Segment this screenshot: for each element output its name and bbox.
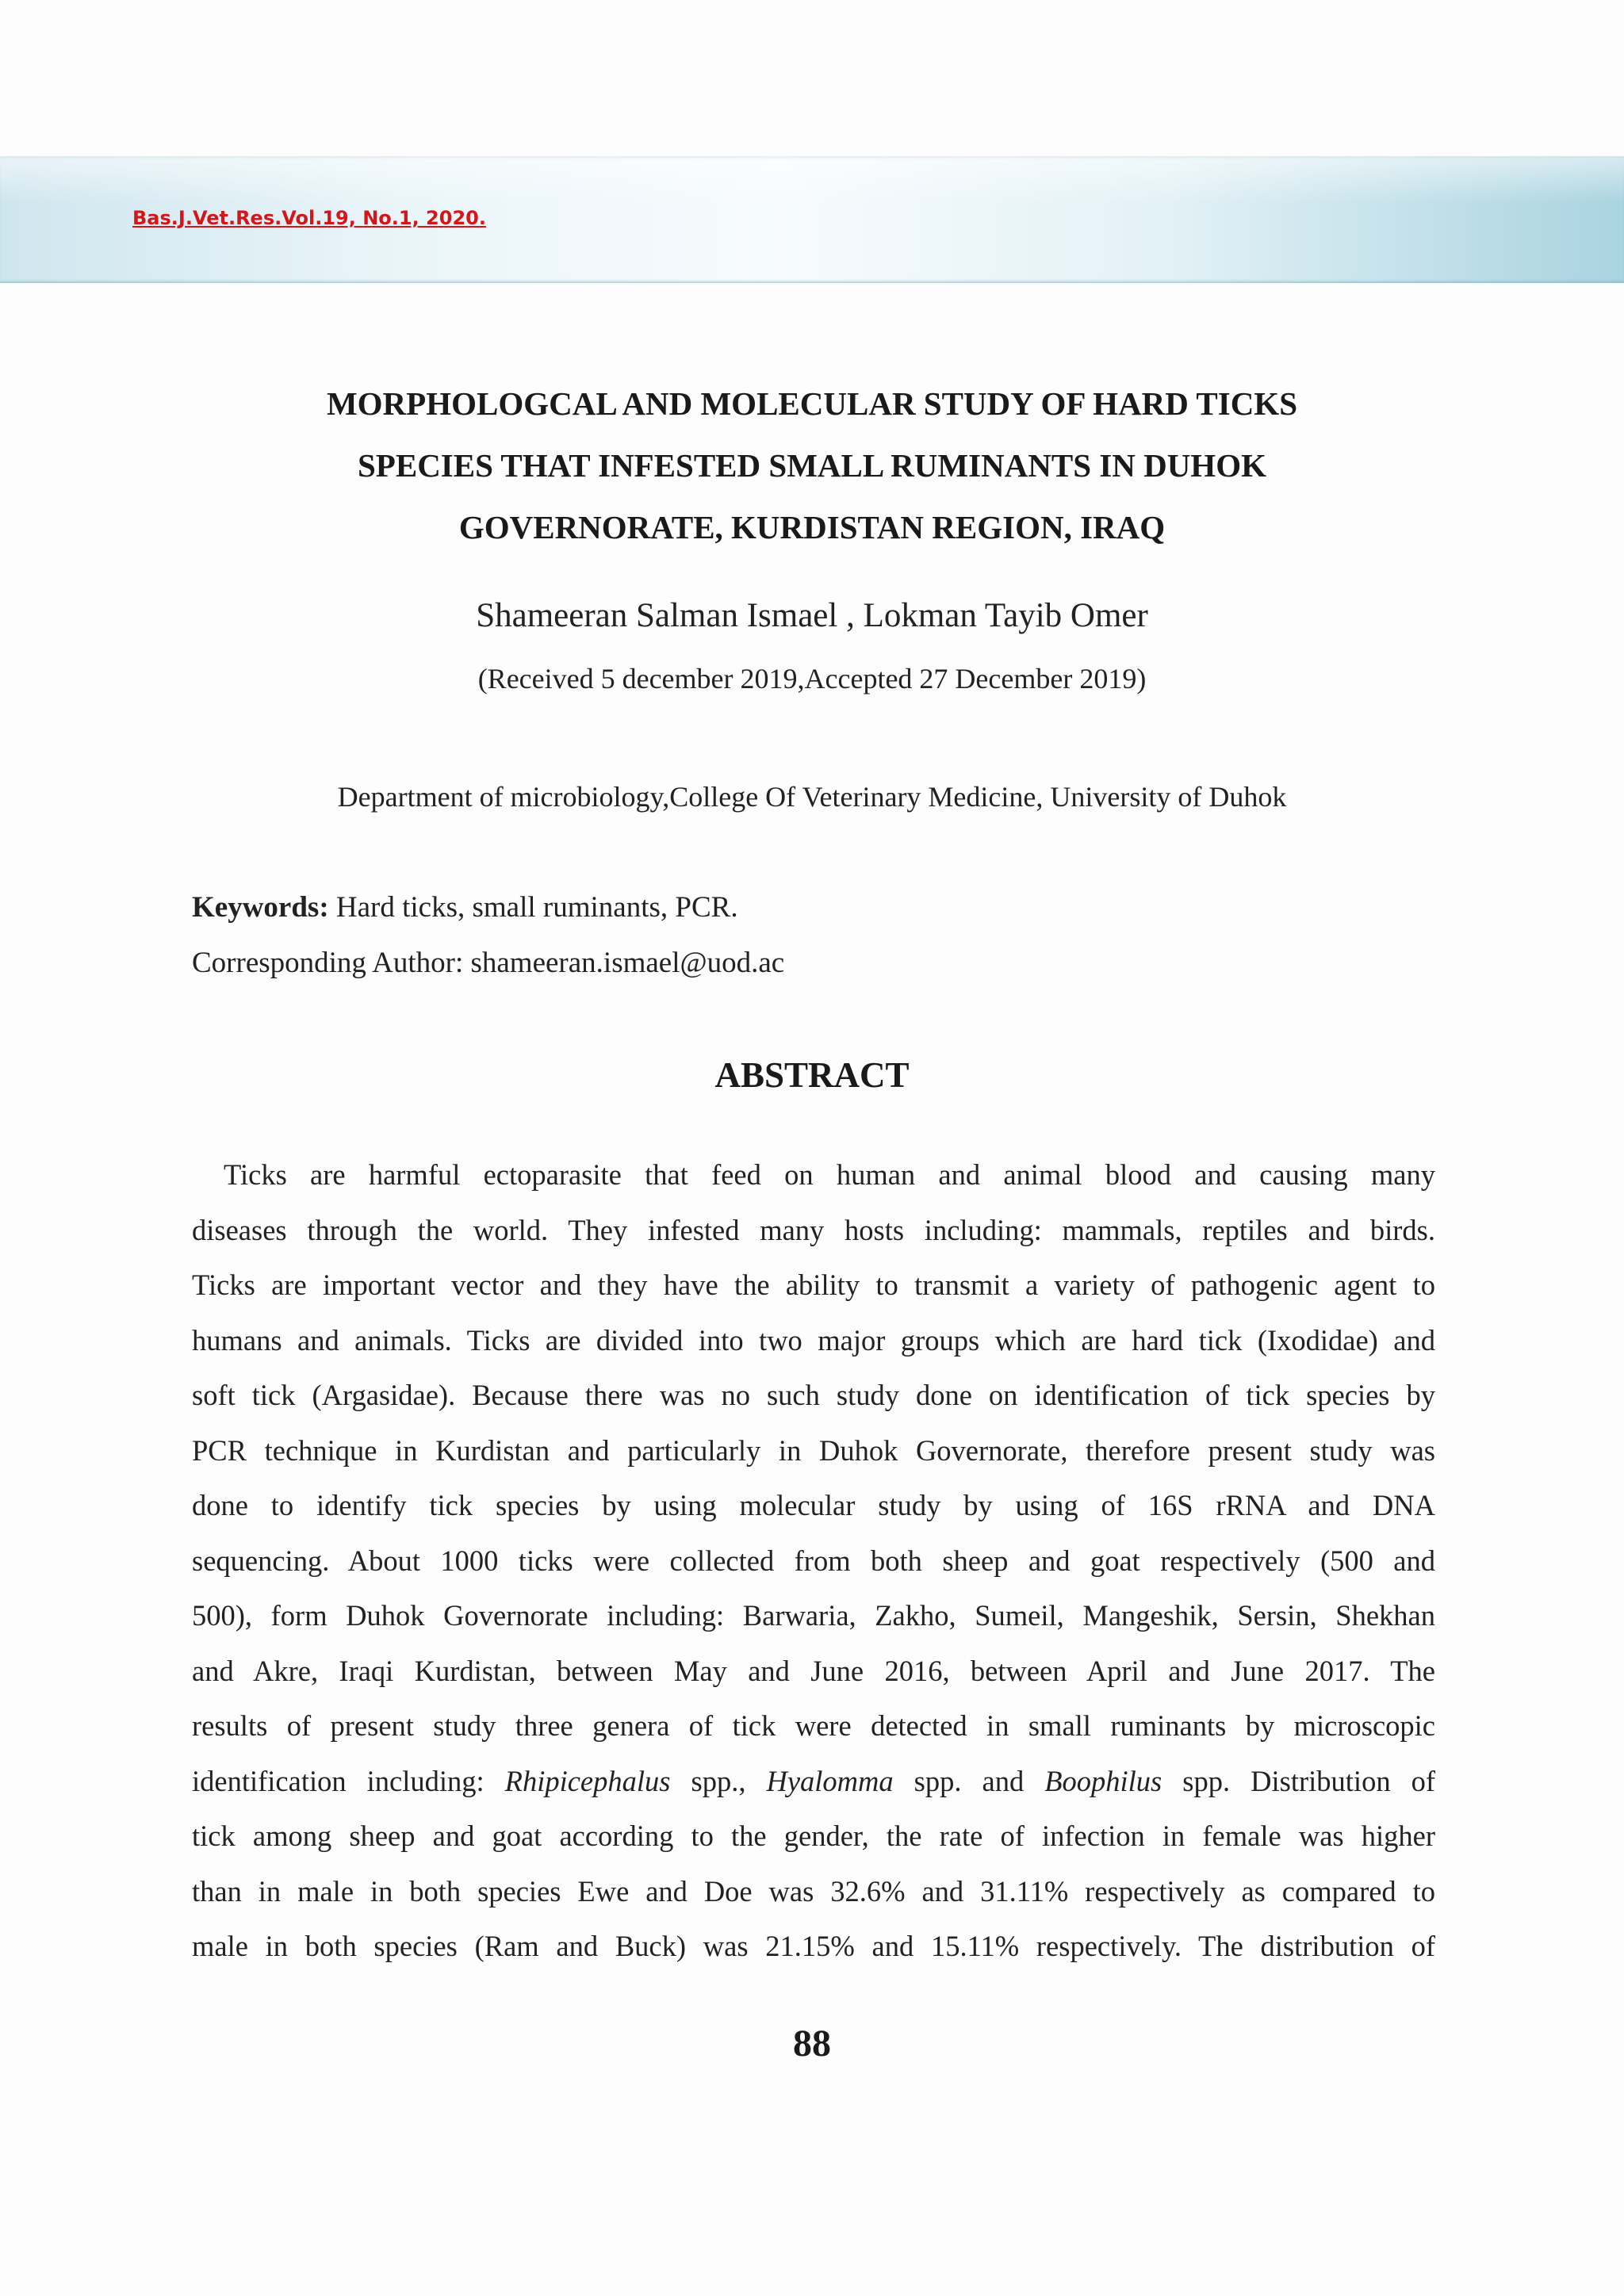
abstract-body [192,1147,1435,1974]
genus-name: Boophilus [1044,1764,1162,1797]
keywords [192,890,738,924]
abstract-heading: ABSTRACT [714,1055,910,1095]
article-title [190,373,1434,558]
abstract-line: Ticks are harmful ectoparasite that feed on human and animal blood and causing many [224,1158,1435,1191]
abstract-line: 500), form Duhok Governorate including: Barwaria, Zakho, Sumeil, Mangeshik, Sersin, Shekhan [192,1599,1435,1632]
title-line: MORPHOLOGCAL AND MOLECULAR STUDY OF HARD TICKS [326,385,1298,422]
line-text: spp. and [893,1764,1045,1797]
keywords-value: Hard ticks, small ruminants, PCR. [335,891,738,924]
page-number: 88 [793,2022,831,2064]
journal-reference: Bas.J.Vet.Res.Vol.19, No.1, 2020. [132,207,486,229]
affiliation: Department of microbiology,College Of Veterinary Medicine, University of Duhok [337,781,1287,813]
corresponding-author: Corresponding Author: shameeran.ismael@uod.ac [192,947,785,979]
journal-header-band [0,156,1624,283]
line-text: identification including: [192,1764,505,1797]
abstract-line: soft tick (Argasidae). Because there was no such study done on identification of tick species by [192,1379,1435,1411]
abstract-line: than in male in both species Ewe and Doe was 32.6% and 31.11% respectively as compared to [192,1874,1435,1908]
abstract-line: tick among sheep and goat according to the gender, the rate of infection in female was higher [192,1820,1435,1852]
abstract-line-genera [192,1754,1435,1809]
genus-name: Hyalomma [766,1764,894,1797]
abstract-line: humans and animals. Ticks are divided into two major groups which are hard tick (Ixodidae) and [192,1323,1435,1357]
genus-name: Rhipicephalus [504,1764,671,1797]
abstract-line: diseases through the world. They infested many hosts including: mammals, reptiles and birds. [192,1213,1435,1246]
abstract-line: and Akre, Iraqi Kurdistan, between May and June 2016, between April and June 2017. The [192,1654,1435,1687]
title-line: GOVERNORATE, KURDISTAN REGION, IRAQ [458,509,1166,545]
abstract-line: male in both species (Ram and Buck) was 21.15% and 15.11% respectively. The distribution of [192,1930,1435,1962]
keywords-label: Keywords: [192,891,329,924]
line-text: spp. Distribution of [1162,1764,1435,1797]
abstract-line: PCR technique in Kurdistan and particularly in Duhok Governorate, therefore present study was [192,1433,1435,1467]
abstract-line: sequencing. About 1000 ticks were collected from both sheep and goat respectively (500 and [192,1544,1435,1577]
abstract-line: results of present study three genera of tick were detected in small ruminants by microscopic [192,1709,1435,1742]
abstract-line: done to identify tick species by using molecular study by using of 16S rRNA and DNA [192,1489,1435,1521]
abstract-line: Ticks are important vector and they have the ability to transmit a variety of pathogenic agent to [192,1269,1435,1301]
received-dates: (Received 5 december 2019,Accepted 27 December 2019) [477,663,1147,695]
title-line: SPECIES THAT INFESTED SMALL RUMINANTS IN DUHOK [358,447,1266,484]
authors: Shameeran Salman Ismael , Lokman Tayib Omer [476,597,1148,634]
line-text: spp., [670,1764,767,1797]
